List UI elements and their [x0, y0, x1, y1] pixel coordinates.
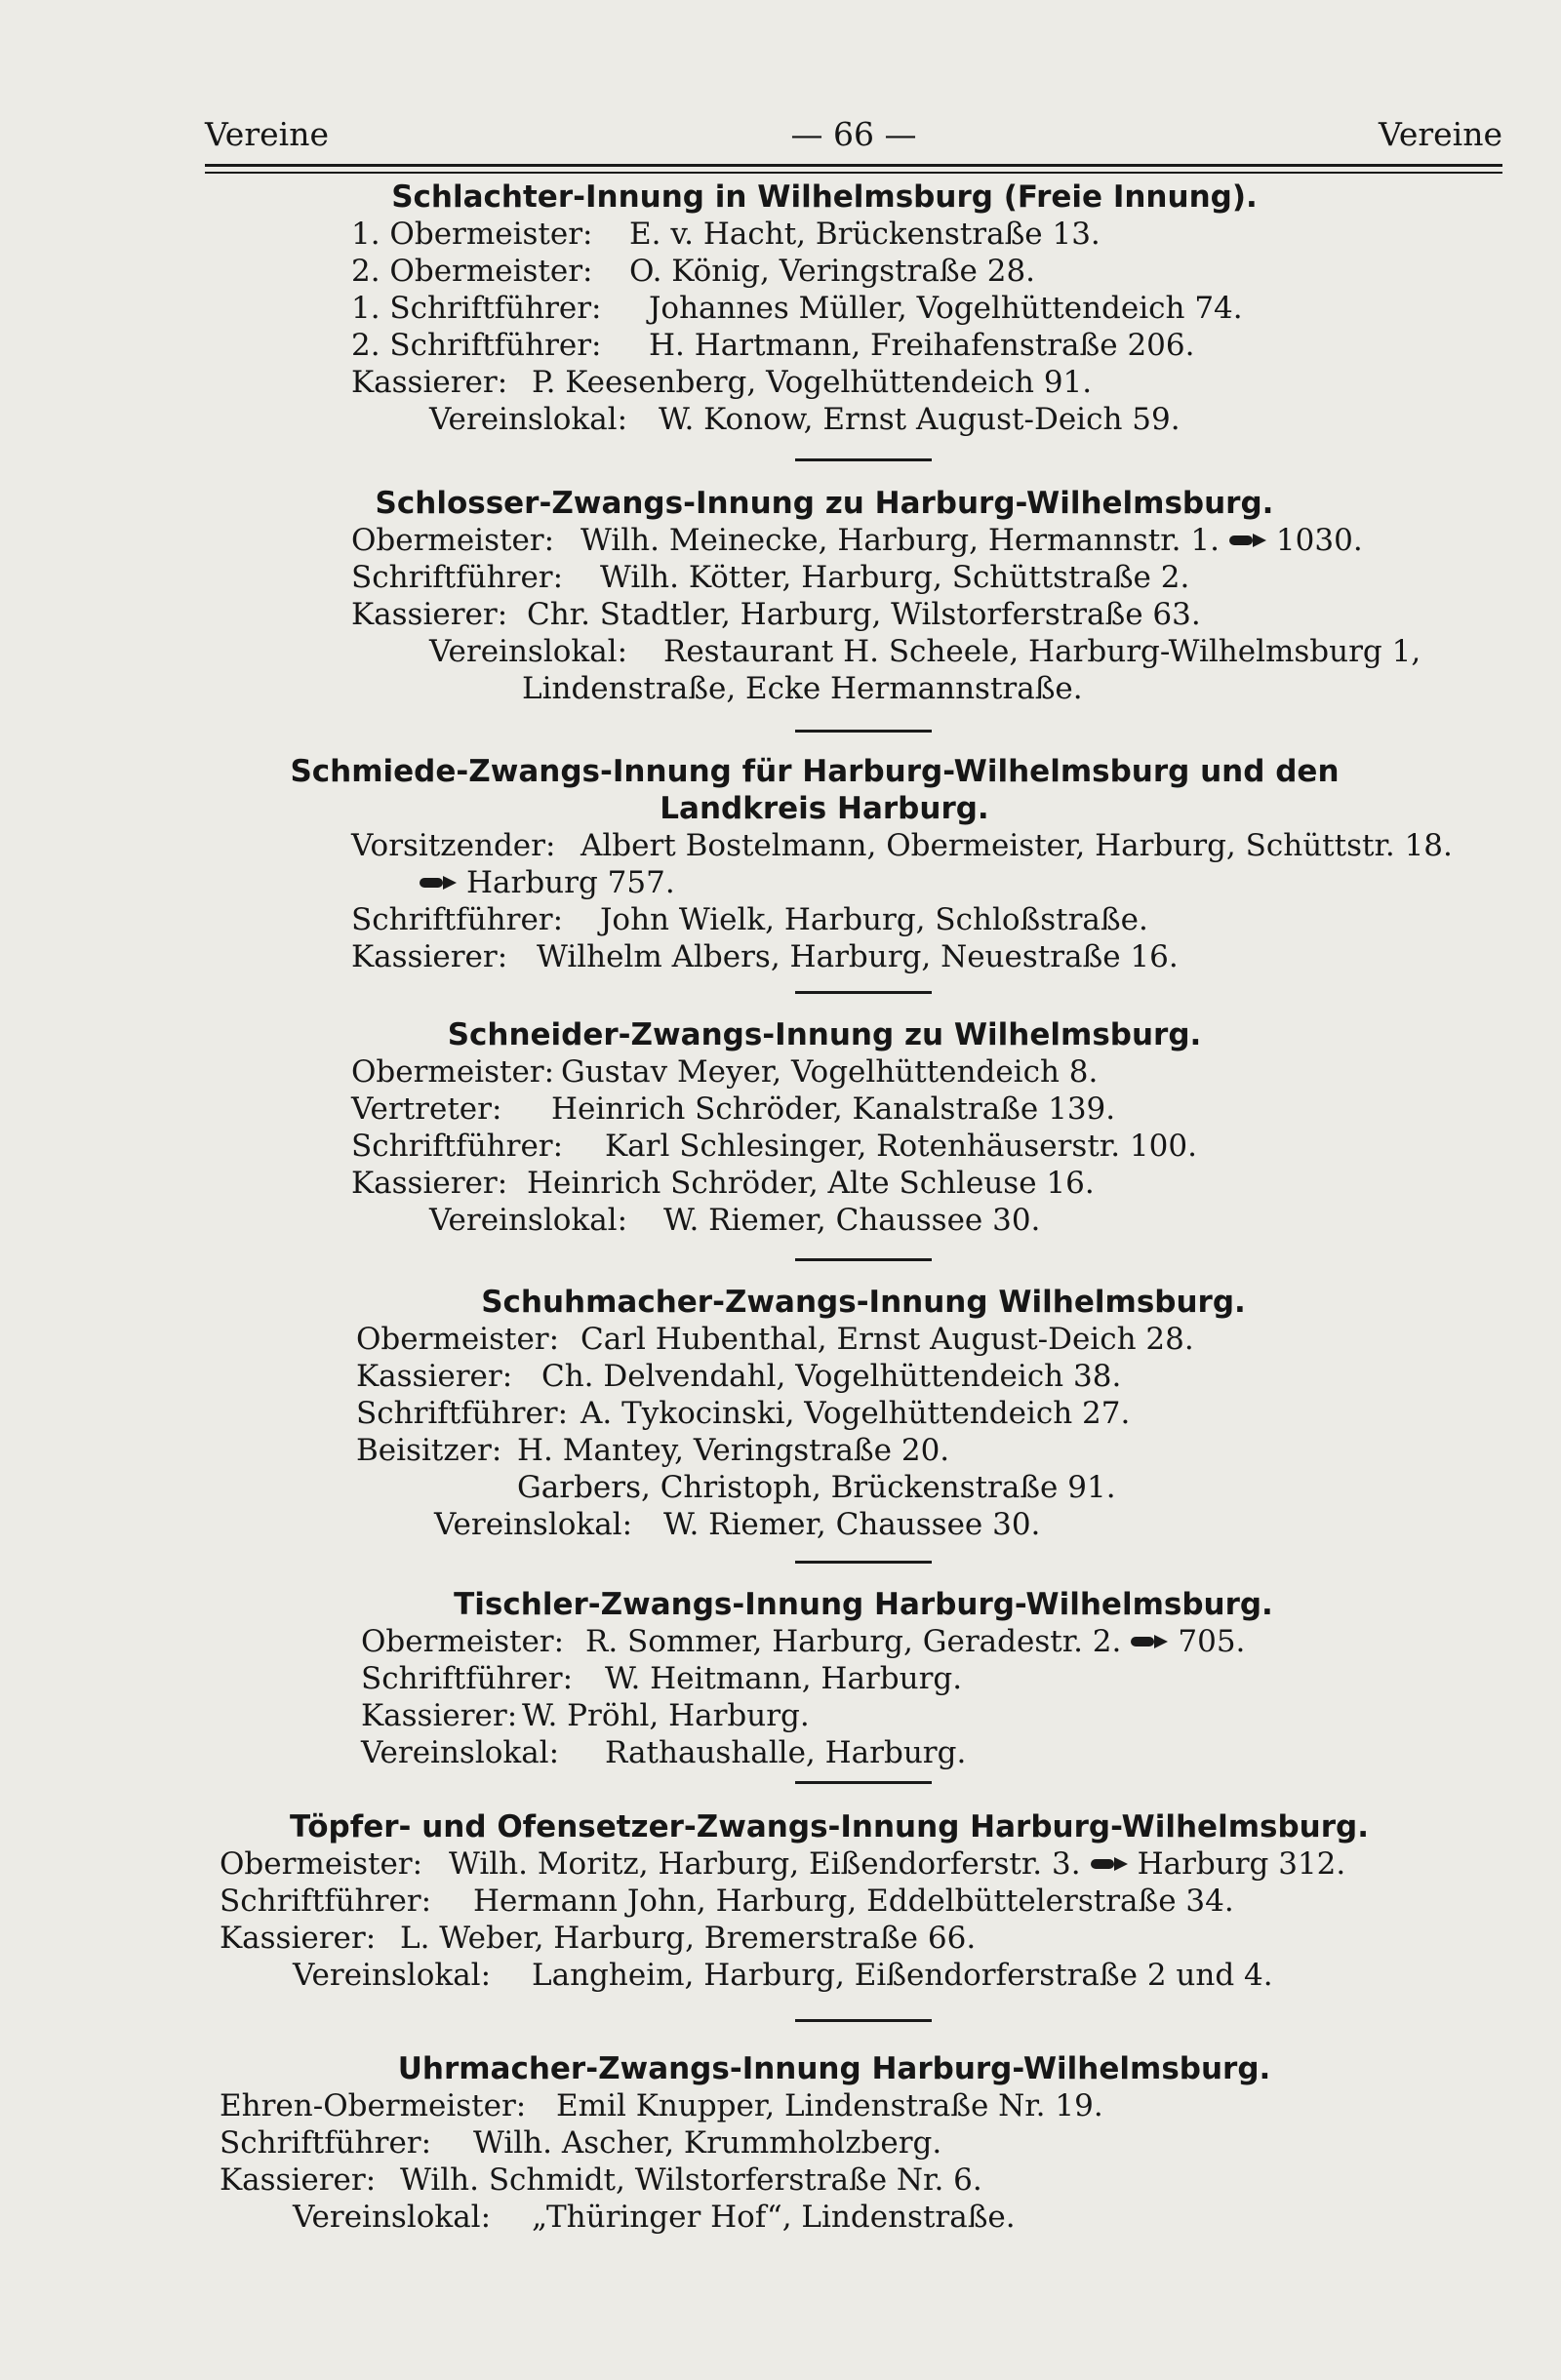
entry-row: Vorsitzender: Albert Bostelmann, Obermeister, Harburg, Schüttstr. 18. — [351, 828, 1453, 863]
entry-row: Vereinslokal: „Thüringer Hof“, Lindenstraße. — [293, 2200, 1016, 2235]
section-toepfer — [0, 1808, 1561, 1994]
section-schmiede — [0, 753, 1561, 975]
section-title: Schmiede-Zwangs-Innung für Harburg-Wilhelmsburg und den — [290, 754, 1340, 789]
page-header — [205, 115, 1502, 164]
entry-row: Obermeister: R. Sommer, Harburg, Geradestr. 2. 705. — [361, 1624, 1246, 1659]
section-title: Töpfer- und Ofensetzer-Zwangs-Innung Harburg-Wilhelmsburg. — [290, 1809, 1369, 1844]
header-double-rule — [205, 164, 1502, 170]
entry-row: Schriftführer: Wilh. Kötter, Harburg, Schüttstraße 2. — [351, 560, 1190, 595]
section-title: Tischler-Zwangs-Innung Harburg-Wilhelmsburg. — [454, 1587, 1273, 1622]
section-schlosser — [0, 485, 1561, 707]
entry-row: Kassierer: P. Keesenberg, Vogelhüttendeich 91. — [351, 365, 1093, 400]
telephone-icon — [1229, 534, 1266, 547]
entry-row: 2. Obermeister: O. König, Veringstraße 28. — [351, 254, 1036, 289]
telephone-icon — [1091, 1857, 1128, 1871]
entry-row: Obermeister: Carl Hubenthal, Ernst August-Deich 28. — [356, 1322, 1194, 1357]
section-title-continued: Landkreis Harburg. — [660, 791, 989, 826]
section-divider — [795, 458, 932, 461]
section-title: Uhrmacher-Zwangs-Innung Harburg-Wilhelmsburg. — [397, 2051, 1271, 2086]
entry-row: Obermeister: Gustav Meyer, Vogelhüttendeich 8. — [351, 1054, 1099, 1090]
section-schneider — [0, 1016, 1561, 1239]
section-title: Schneider-Zwangs-Innung zu Wilhelmsburg. — [447, 1017, 1202, 1052]
section-title: Schuhmacher-Zwangs-Innung Wilhelmsburg. — [481, 1285, 1246, 1320]
section-divider — [795, 1258, 932, 1261]
running-head-left: Vereine — [205, 115, 329, 153]
section-divider — [795, 730, 932, 733]
entry-row: Kassierer: Chr. Stadtler, Harburg, Wilstorferstraße 63. — [351, 597, 1201, 632]
entry-row: Beisitzer: H. Mantey, Veringstraße 20. — [356, 1433, 950, 1468]
running-head-right: Vereine — [1379, 115, 1502, 153]
entry-row: Kassierer: W. Pröhl, Harburg. — [361, 1698, 810, 1733]
entry-row: Harburg 757. — [0, 864, 1561, 901]
entry-row: Kassierer: Heinrich Schröder, Alte Schleuse 16. — [351, 1166, 1095, 1201]
section-uhrmacher — [0, 2050, 1561, 2236]
section-schuhmacher — [0, 1284, 1561, 1543]
section-title: Schlachter-Innung in Wilhelmsburg (Freie Innung). — [391, 179, 1258, 215]
section-tischler — [0, 1586, 1561, 1771]
entry-row: Kassierer: Wilh. Schmidt, Wilstorferstraße Nr. 6. — [220, 2162, 982, 2198]
entry-row: Schriftführer: Hermann John, Harburg, Eddelbüttelerstraße 34. — [220, 1884, 1234, 1919]
entry-row: Obermeister: Wilh. Moritz, Harburg, Eißendorferstr. 3. Harburg 312. — [220, 1846, 1346, 1882]
entry-row: Schriftführer: John Wielk, Harburg, Schloßstraße. — [351, 902, 1148, 937]
entry-row: Schriftführer: W. Heitmann, Harburg. — [361, 1661, 963, 1696]
section-divider — [795, 1781, 932, 1784]
entry-row: Obermeister: Wilh. Meinecke, Harburg, Hermannstr. 1. 1030. — [351, 523, 1363, 558]
entry-row: Ehren-Obermeister: Emil Knupper, Lindenstraße Nr. 19. — [220, 2088, 1103, 2123]
entry-row: Kassierer: L. Weber, Harburg, Bremerstraße 66. — [220, 1921, 977, 1956]
telephone-icon — [420, 876, 457, 890]
entry-row: Vereinslokal: W. Konow, Ernst August-Deich 59. — [429, 402, 1181, 437]
entry-row: 2. Schriftführer: H. Hartmann, Freihafenstraße 206. — [351, 328, 1195, 363]
entry-row: Schriftführer: Wilh. Ascher, Krummholzberg. — [220, 2125, 942, 2161]
entry-row: Vereinslokal: Restaurant H. Scheele, Harburg-Wilhelmsburg 1, — [429, 634, 1421, 669]
section-schlachter — [0, 178, 1561, 438]
section-title: Schlosser-Zwangs-Innung zu Harburg-Wilhelmsburg. — [375, 486, 1274, 521]
section-divider — [795, 2019, 932, 2022]
entry-row: Lindenstraße, Ecke Hermannstraße. — [522, 671, 1083, 706]
entry-row: Kassierer: Wilhelm Albers, Harburg, Neuestraße 16. — [351, 939, 1179, 974]
entry-row: Schriftführer: Karl Schlesinger, Rotenhäuserstr. 100. — [351, 1129, 1197, 1164]
entry-row: Garbers, Christoph, Brückenstraße 91. — [517, 1470, 1116, 1505]
entry-row: Vereinslokal: Langheim, Harburg, Eißendorferstraße 2 und 4. — [293, 1958, 1273, 1993]
entry-row: Vereinslokal: W. Riemer, Chaussee 30. — [429, 1203, 1041, 1238]
entry-row: Vereinslokal: W. Riemer, Chaussee 30. — [434, 1507, 1041, 1542]
page-number: — 66 — — [790, 115, 917, 153]
entry-row: Kassierer: Ch. Delvendahl, Vogelhüttendeich 38. — [356, 1359, 1122, 1394]
telephone-icon — [1131, 1635, 1168, 1648]
section-divider — [795, 1561, 932, 1564]
entry-row: Vereinslokal: Rathaushalle, Harburg. — [361, 1735, 967, 1770]
entry-row: Vertreter: Heinrich Schröder, Kanalstraße 139. — [351, 1091, 1116, 1127]
entry-row: Schriftführer: A. Tykocinski, Vogelhüttendeich 27. — [356, 1396, 1131, 1431]
entry-row: 1. Schriftführer: Johannes Müller, Vogelhüttendeich 74. — [351, 291, 1243, 326]
entry-row: 1. Obermeister: E. v. Hacht, Brückenstraße 13. — [351, 217, 1101, 252]
section-divider — [795, 991, 932, 994]
